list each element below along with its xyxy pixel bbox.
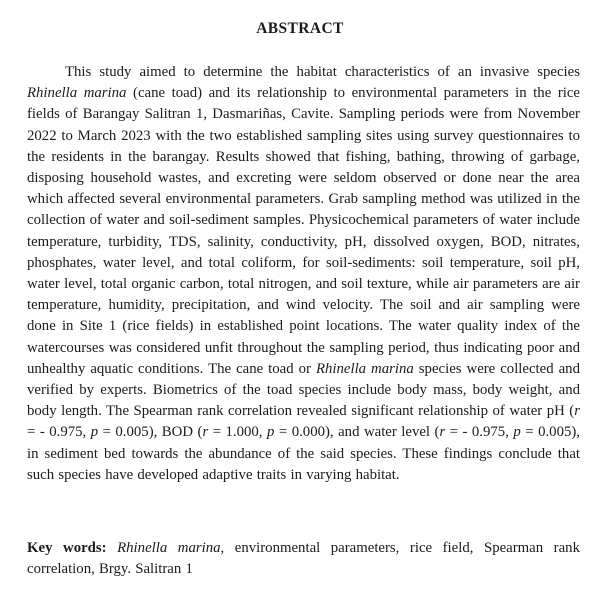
- text-run: p: [513, 424, 521, 441]
- abstract-paragraph: [27, 62, 580, 486]
- text-run: = 0.000), and water level (: [274, 424, 440, 441]
- text-run: , environmental parameters, rice field, Spearman rank correlation, Brgy. Salitran 1: [27, 540, 580, 577]
- text-run: = - 0.975,: [27, 424, 91, 441]
- text-run: This study aimed to determine the habitat characteristics of an invasive species: [65, 64, 580, 80]
- text-run: = 0.005), in sediment bed towards the abundance of the said species. These findings conclude that such species have developed adaptive traits in varying habitat.: [27, 424, 580, 483]
- keywords-paragraph: [27, 538, 580, 580]
- text-run: = 1.000,: [208, 424, 267, 441]
- text-run: r: [202, 424, 209, 441]
- text-run: species were collected and verified by experts. Biometrics of the toad species include body mass, body weight, and body length. The Spearman rank correlation revealed significant relationship of water pH (: [27, 360, 580, 420]
- text-run: p: [267, 424, 275, 441]
- text-run: Rhinella marina: [315, 360, 414, 377]
- text-run: = - 0.975,: [445, 424, 514, 441]
- page-title: ABSTRACT: [256, 20, 344, 37]
- text-run: Rhinella marina: [117, 540, 221, 556]
- text-run: r: [439, 424, 446, 441]
- text-run: (cane toad) and its relationship to environmental parameters in the rice fields of Barangay Salitran 1, Dasmariñas, Cavite. Sampling periods were from November 2022 to March 2023 with the two established sampling sites using survey questionnaires to the residents in the barangay. Results showed that fishing, bathing, throwing of garbage, disposing household wastes, and excreting were seldom observed or done near the area which affected several environmental parameters. Grab sampling method was utilized in the collection of water and soil-sediment samples. Physicochemical parameters of water include temperature, turbidity, TDS, salinity, conductivity, pH, dissolved oxygen, BOD, nitrates, phosphates, water level, and total coliform, for soil-sediments: soil temperature, soil pH, water level, total organic carbon, total nitrogen, and soil texture, while air parameters are air temperature, humidity, precipitation, and wind velocity. The soil and air sampling were done in Site 1 (rice fields) in established point locations. The water quality index of the watercourses was considered unfit throughout the sampling period, thus indicating poor and unhealthy aquatic conditions. The cane toad or: [27, 85, 581, 377]
- text-run: r: [574, 403, 580, 420]
- text-run: Rhinella marina: [27, 85, 127, 102]
- text-run: = 0.005), BOD (: [98, 424, 203, 441]
- text-run: p: [90, 424, 99, 441]
- text-run: Key words:: [27, 540, 118, 556]
